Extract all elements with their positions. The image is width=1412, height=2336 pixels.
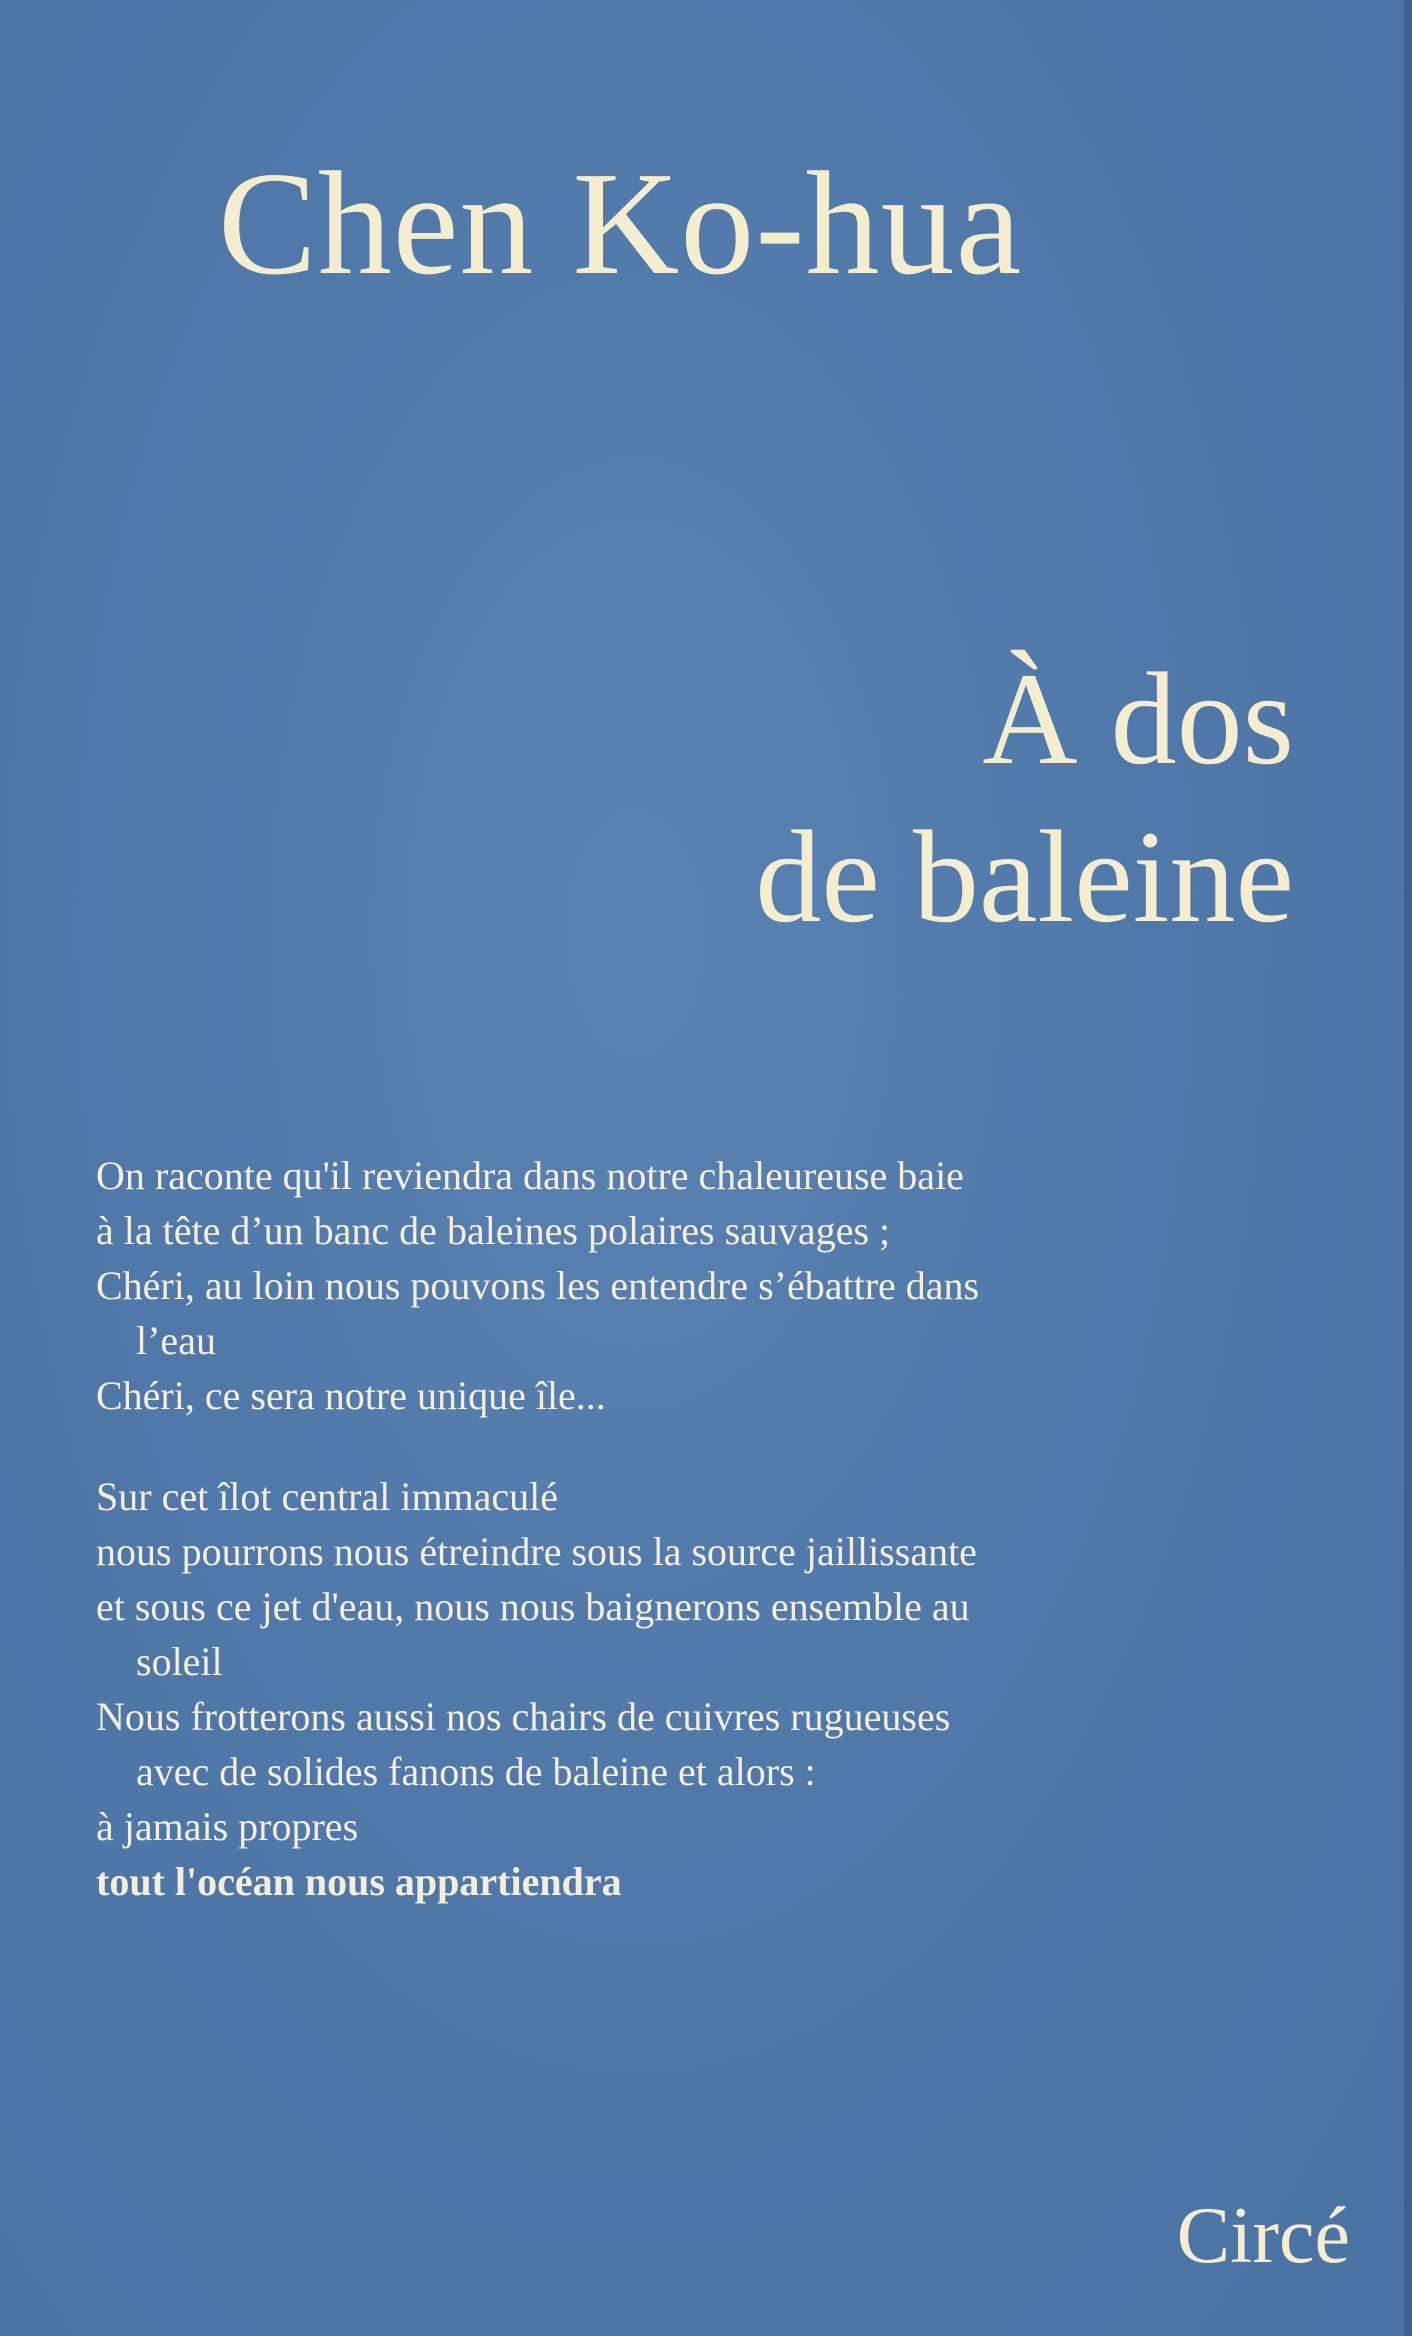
poem-line: à la tête d’un banc de baleines polaires sauvages ; bbox=[96, 1208, 891, 1253]
poem-line: et sous ce jet d'eau, nous nous baignerons ensemble au bbox=[96, 1584, 970, 1629]
poem-line: Sur cet îlot central immaculé bbox=[96, 1474, 559, 1519]
poem-line-continuation: l’eau bbox=[136, 1318, 216, 1363]
poem-stanza-1 bbox=[96, 1148, 1316, 1423]
cover-edge bbox=[1404, 0, 1412, 2336]
poem-line: Chéri, au loin nous pouvons les entendre s’ébattre dans bbox=[96, 1263, 980, 1308]
poem-line-continuation: soleil bbox=[136, 1639, 223, 1684]
poem-stanza-2 bbox=[96, 1469, 1316, 1909]
poem-line: à jamais propres bbox=[96, 1804, 359, 1849]
title-line-1: À dos bbox=[982, 645, 1294, 792]
poem-line: Chéri, ce sera notre unique île... bbox=[96, 1373, 606, 1418]
publisher-name: Circé bbox=[1176, 2192, 1350, 2280]
poem-line-continuation: avec de solides fanons de baleine et alors : bbox=[136, 1749, 816, 1794]
title-line-2: de baleine bbox=[755, 803, 1294, 951]
poem-line-final: tout l'océan nous appartiendra bbox=[96, 1859, 622, 1904]
book-title bbox=[394, 640, 1294, 957]
poem-excerpt bbox=[96, 1148, 1316, 1909]
poem-line: Nous frotterons aussi nos chairs de cuivres rugueuses bbox=[96, 1694, 951, 1739]
author-name: Chen Ko-hua bbox=[218, 142, 1023, 306]
poem-line: nous pourrons nous étreindre sous la source jaillissante bbox=[96, 1529, 977, 1574]
poem-line: On raconte qu'il reviendra dans notre chaleureuse baie bbox=[96, 1153, 964, 1198]
